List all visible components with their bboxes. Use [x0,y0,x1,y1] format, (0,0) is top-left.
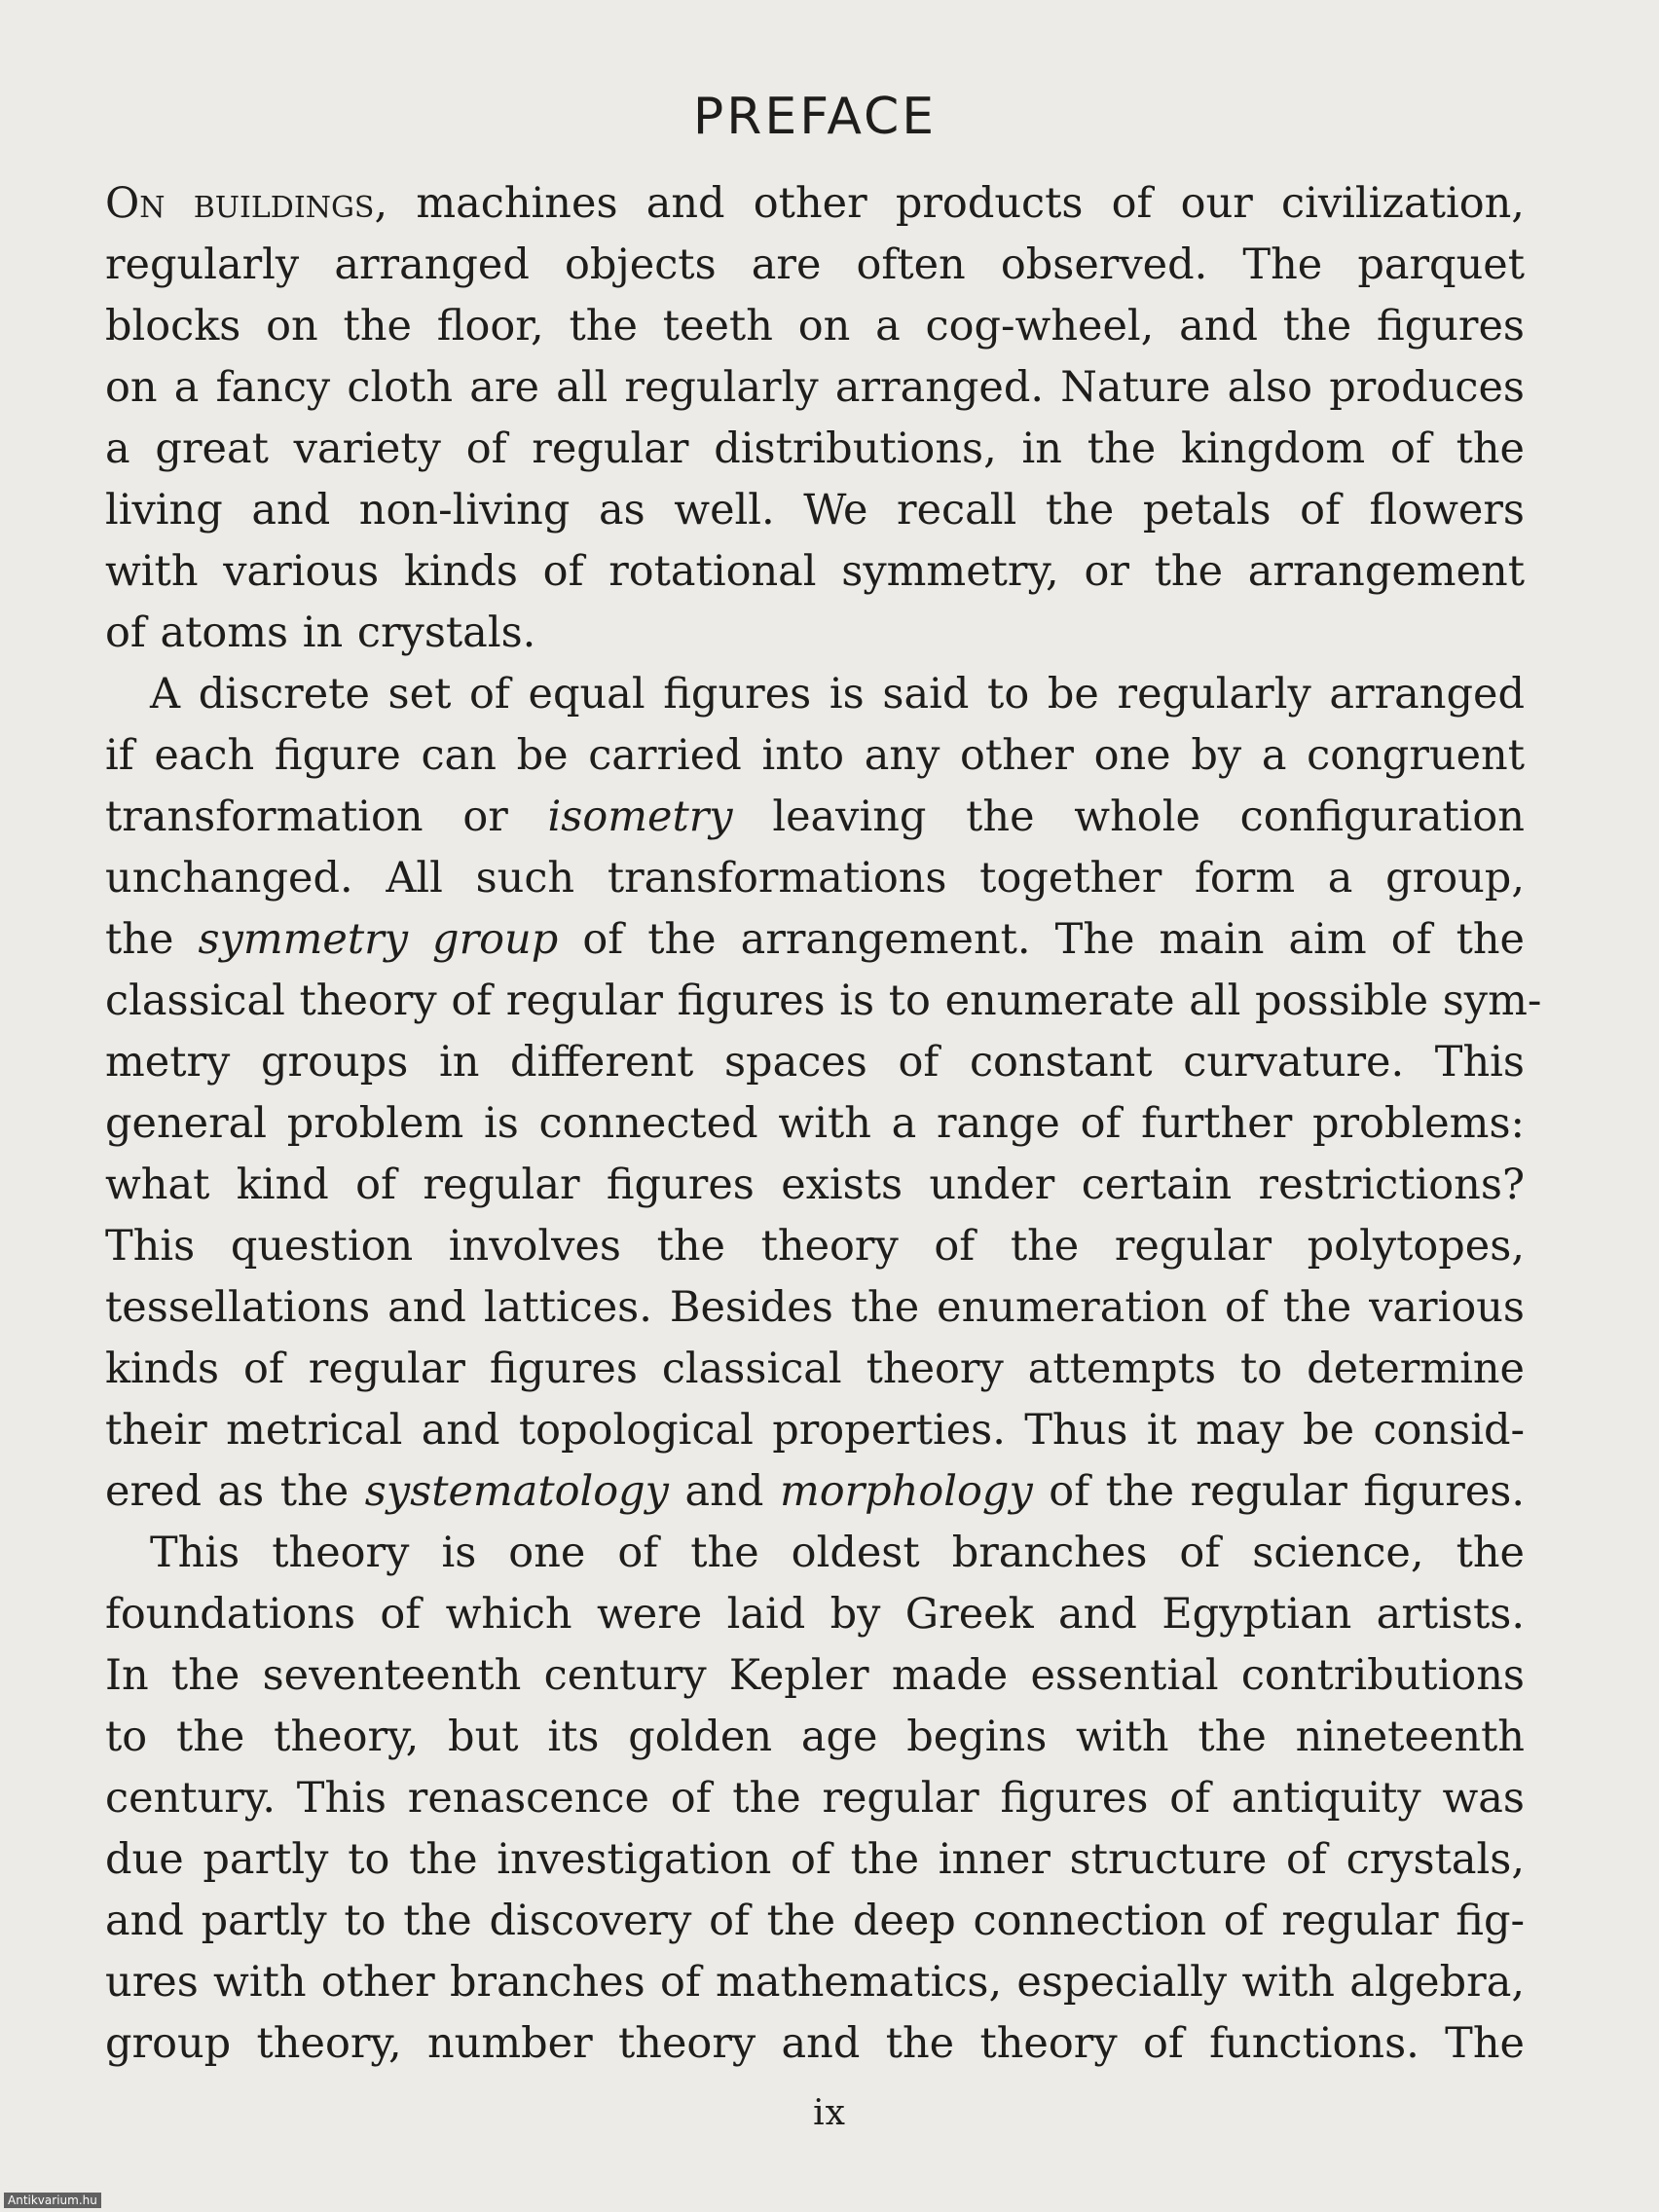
text-line: tessellations and lattices. Besides the enumeration of the various [105,1283,1525,1332]
text-line: with various kinds of rotational symmetry, or the arrangement [105,547,1525,596]
text-line: regularly arranged objects are often observed. The parquet [105,240,1525,289]
text-line [105,173,1525,235]
text-line: and partly to the discovery of the deep connection of regular fig- [105,1897,1525,1945]
text-line: of atoms in crystals. [105,608,536,657]
text-line: living and non-living as well. We recall the petals of flowers [105,486,1525,535]
page-title: PREFACE [692,88,938,146]
text-run: and [668,1467,780,1516]
page-body [105,78,1542,2075]
text-run: machines and other products of our civilization, [387,179,1525,228]
text-run: of the arrangement. The main aim of the [558,915,1526,964]
text-run: the [105,915,199,964]
italic-term: symmetry group [198,915,559,964]
opening-small-caps: On buildings, [105,179,388,228]
text-line [105,787,1525,848]
text-line: their metrical and topological properties. Thus it may be consid- [105,1406,1525,1455]
text-run: leaving the whole configuration [732,793,1525,841]
text-line: A discrete set of equal figures is said to be regularly arranged [150,670,1525,719]
text-line [105,909,1525,971]
text-line: metry groups in different spaces of constant curvature. This [105,1038,1525,1087]
text-line: classical theory of regular figures is to enumerate all possible sym- [105,977,1542,1025]
text-line: This question involves the theory of the regular polytopes, [105,1222,1525,1271]
text-line: due partly to the investigation of the inner structure of crystals, [105,1835,1525,1884]
text-line: on a fancy cloth are all regularly arranged. Nature also produces [105,363,1525,412]
paragraph-3 [105,1523,1525,2075]
text-line: In the seventeenth century Kepler made essential contributions [105,1651,1525,1700]
text-line: century. This renascence of the regular figures of antiquity was [105,1774,1525,1823]
text-line: blocks on the floor, the teeth on a cog-wheel, and the figures [105,302,1525,350]
text-line: group theory, number theory and the theory of functions. The [105,2019,1525,2068]
text-run: ered as the [105,1467,365,1516]
text-line: if each figure can be carried into any other one by a congruent [105,731,1525,780]
text-line: what kind of regular figures exists under certain restrictions? [105,1161,1525,1209]
text-line: foundations of which were laid by Greek and Egyptian artists. [105,1590,1525,1639]
text-line: unchanged. All such transformations together form a group, [105,854,1525,903]
text-line: This theory is one of the oldest branches of science, the [150,1529,1525,1577]
text-run: of the regular figures. [1032,1467,1526,1516]
paragraph-2 [105,664,1542,1523]
text-line: kinds of regular figures classical theory attempts to determine [105,1345,1525,1393]
text-run: transformation or [105,793,548,841]
italic-term: isometry [547,793,733,841]
text-line: ures with other branches of mathematics, especially with algebra, [105,1958,1525,2007]
page-number: ix [813,2093,846,2133]
text-line: general problem is connected with a range of further problems: [105,1099,1525,1148]
italic-term: systematology [364,1467,669,1516]
text-line: to the theory, but its golden age begins with the nineteenth [105,1713,1525,1761]
paragraph-1 [105,173,1525,664]
italic-term: morphology [779,1467,1033,1516]
text-line [105,1461,1525,1523]
watermark: Antikvarium.hu [4,2193,101,2208]
text-line: a great variety of regular distributions, in the kingdom of the [105,424,1525,473]
